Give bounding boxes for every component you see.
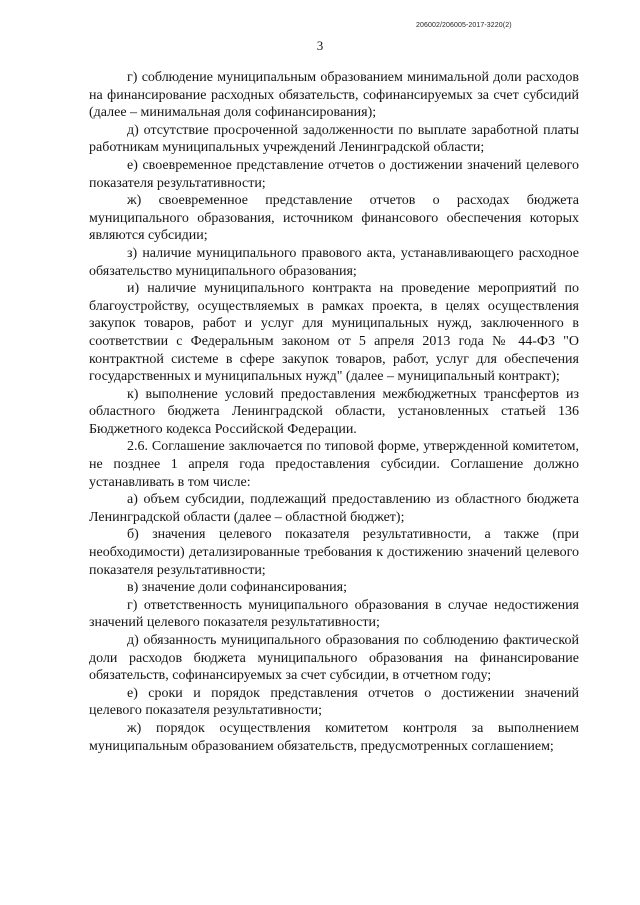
paragraph-d2: д) обязанность муниципального образования по соблюдению фактической доли расходов бюджета муниципального образования на финансирование обязательств, софинансируемых за счет субсидии, в отчетном году; xyxy=(89,633,579,684)
paragraph-b: б) значения целевого показателя результативности, а также (при необходимости) детализированные требования к достижению значений целевого показателя результативности; xyxy=(89,527,579,578)
paragraph-e2: е) сроки и порядок представления отчетов о достижении значений целевого показателя результативности; xyxy=(89,685,579,719)
paragraph-z: з) наличие муниципального правового акта, устанавливающего расходное обязательство муниципального образования; xyxy=(89,245,579,279)
paragraph-i: и) наличие муниципального контракта на проведение мероприятий по благоустройству, осуществляемых в рамках проекта, в целях осуществления закупок товаров, работ и услуг для муниципальных нужд, заключенного в соответствии с Федеральным законом от 5 апреля 2013 года № 44-ФЗ "О контрактной системе в сфере закупок товаров, работ, услуг для обеспечения государственных и муниципальных нужд" (далее – муниципальный контракт); xyxy=(89,281,579,385)
document-id: 206002/206005-2017-3220(2) xyxy=(416,22,512,29)
paragraph-g2: г) ответственность муниципального образования в случае недостижения значений целевого показателя результативности; xyxy=(89,597,579,631)
paragraph-zh2: ж) порядок осуществления комитетом контроля за выполнением муниципальным образованием обязательств, предусмотренных соглашением; xyxy=(89,720,579,754)
paragraph-a: а) объем субсидии, подлежащий предоставлению из областного бюджета Ленинградской области (далее – областной бюджет); xyxy=(89,492,579,525)
paragraph-g: г) соблюдение муниципальным образованием минимальной доли расходов на финансирование расходных обязательств, софинансируемых за счет субсидий (далее – минимальная доля софинансирования); xyxy=(89,70,579,121)
paragraph-2-6: 2.6. Соглашение заключается по типовой форме, утвержденной комитетом, не позднее 1 апреля года предоставления субсидии. Соглашение должно устанавливать в том числе: xyxy=(89,439,579,490)
paragraph-zh: ж) своевременное представление отчетов о расходах бюджета муниципального образования, источником финансового обеспечения которых являются субсидии; xyxy=(89,193,579,244)
paragraph-k: к) выполнение условий предоставления межбюджетных трансфертов из областного бюджета Ленинградской области, установленных статьей 136 Бюджетного кодекса Российской Федерации. xyxy=(89,386,579,437)
paragraph-d: д) отсутствие просроченной задолженности по выплате заработной платы работникам муниципальных учреждений Ленинградской области; xyxy=(89,122,579,156)
paragraph-e: е) своевременное представление отчетов о достижении значений целевого показателя результативности; xyxy=(89,157,579,191)
paragraph-v: в) значение доли софинансирования; xyxy=(127,580,347,596)
document-body xyxy=(89,69,579,755)
page-number: 3 xyxy=(316,38,324,53)
